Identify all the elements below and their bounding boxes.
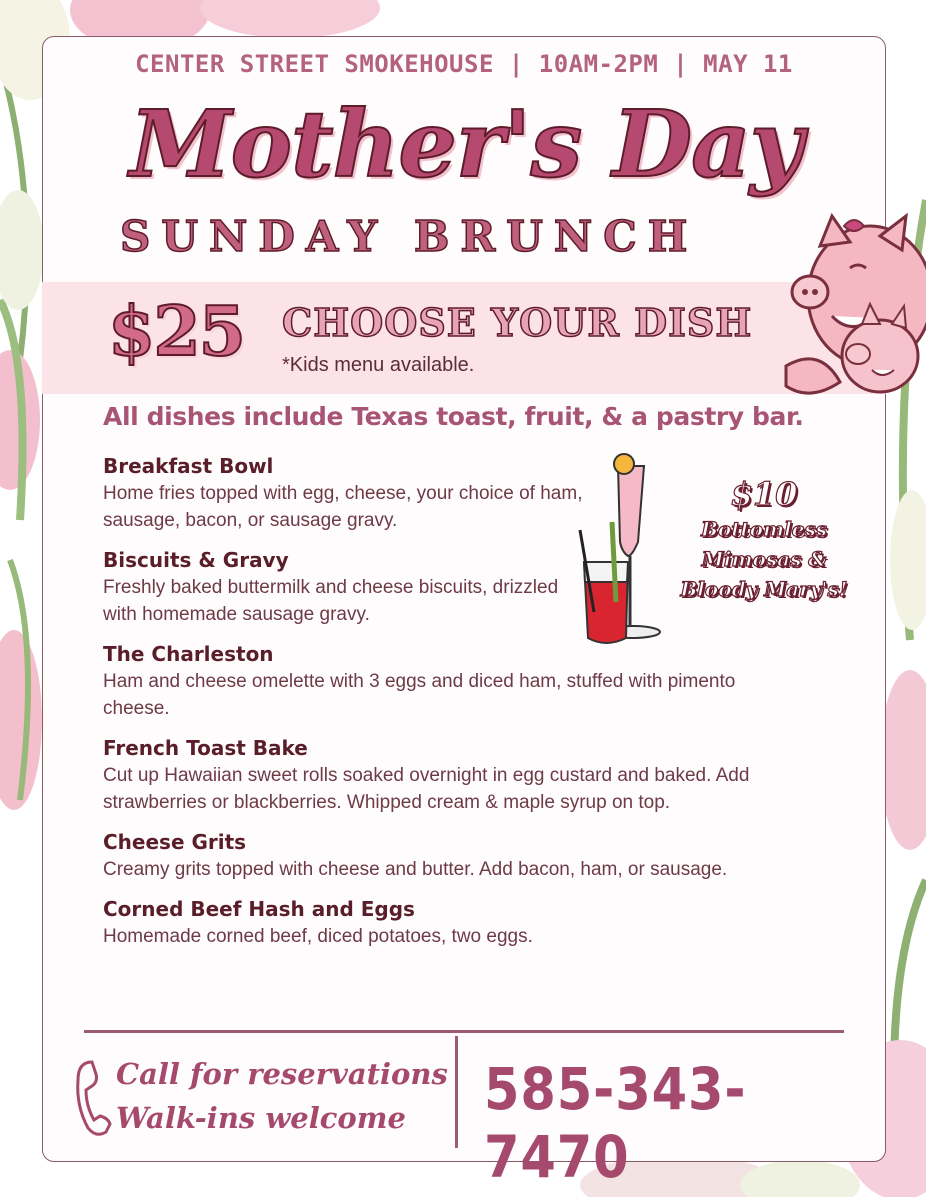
- menu-item: [103, 640, 823, 722]
- menu-item-name: Biscuits & Gravy: [103, 548, 289, 572]
- includes-line: All dishes include Texas toast, fruit, & a pastry bar.: [103, 402, 804, 431]
- drinks-promo-line: Bottomless: [700, 517, 828, 541]
- footer-divider: [84, 1030, 844, 1033]
- menu-item-name: Breakfast Bowl: [103, 454, 274, 478]
- phone-number[interactable]: 585-343-7470: [484, 1055, 747, 1191]
- drinks-promo-line: Mimosas &: [701, 547, 827, 571]
- drinks-promo-price: $10: [730, 475, 798, 513]
- menu-item-description: Ham and cheese omelette with 3 eggs and diced ham, stuffed with pimento cheese.: [103, 671, 736, 719]
- reservation-line: Call for reservations: [116, 1057, 448, 1091]
- menu-item-description: Creamy grits topped with cheese and butter. Add bacon, ham, or sausage.: [103, 859, 728, 880]
- drinks-promo: [664, 474, 864, 604]
- event-info-line: CENTER STREET SMOKEHOUSE | 10AM-2PM | MAY 11: [135, 50, 793, 78]
- menu-item-description: Homemade corned beef, diced potatoes, two eggs.: [103, 926, 533, 947]
- menu-item-name: Cheese Grits: [103, 830, 247, 854]
- menu-item-description: Freshly baked buttermilk and cheese biscuits, drizzled with homemade sausage gravy.: [103, 577, 559, 625]
- drinks-illustration: [572, 452, 672, 654]
- menu-item-name: Corned Beef Hash and Eggs: [103, 897, 415, 921]
- pigs-illustration: [780, 206, 926, 402]
- footer-vertical-divider: [455, 1036, 458, 1148]
- price-label: $25: [108, 292, 244, 372]
- kids-menu-note: *Kids menu available.: [282, 354, 475, 376]
- page-subtitle: SUNDAY BRUNCH: [120, 212, 699, 261]
- drinks-promo-line: Bloody Mary's!: [680, 577, 848, 601]
- menu-item-name: The Charleston: [103, 642, 274, 666]
- menu-item: [103, 828, 823, 883]
- reservation-text: [116, 1052, 448, 1140]
- menu-item-name: French Toast Bake: [103, 736, 308, 760]
- page-title: Mother's Day: [129, 90, 803, 198]
- menu-item: [103, 734, 823, 816]
- menu-item-description: Home fries topped with egg, cheese, your choice of ham, sausage, bacon, or sausage gravy.: [103, 483, 583, 531]
- phone-icon: [70, 1056, 116, 1140]
- walk-ins-line: Walk-ins welcome: [116, 1101, 406, 1135]
- choose-dish-heading: CHOOSE YOUR DISH: [282, 300, 753, 345]
- menu-item: [103, 895, 823, 950]
- menu-item-description: Cut up Hawaiian sweet rolls soaked overnight in egg custard and baked. Add strawberries or blackberries. Whipped cream & maple syrup on top.: [103, 765, 750, 813]
